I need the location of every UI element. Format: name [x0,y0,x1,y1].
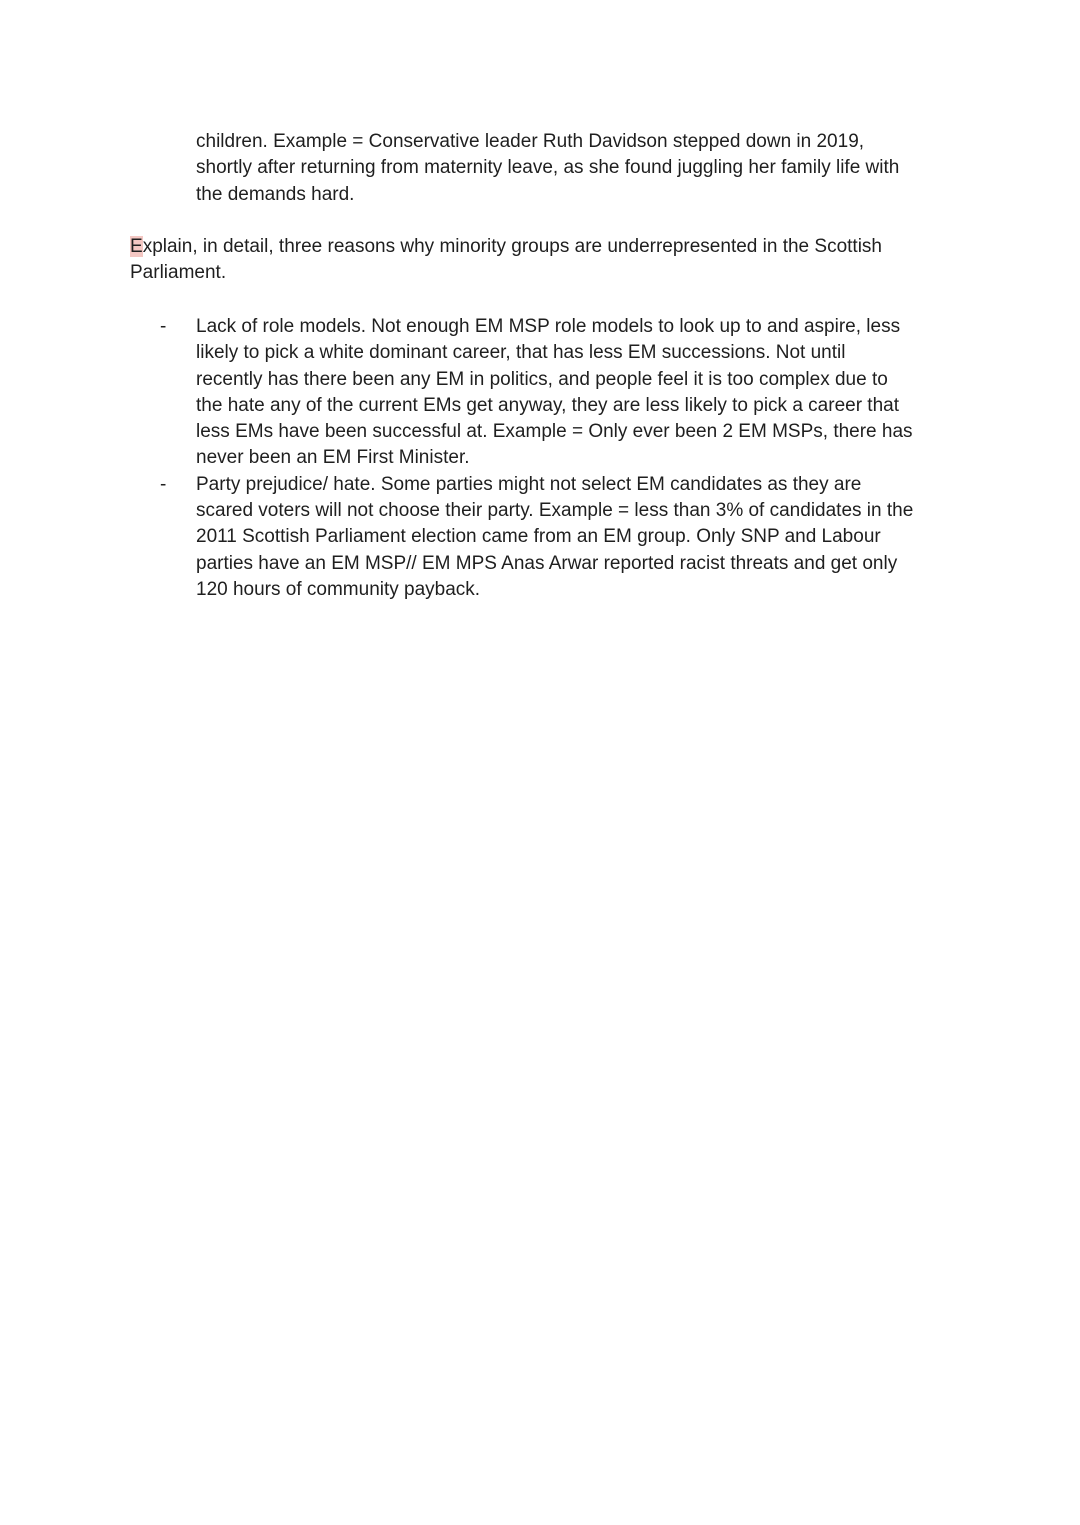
question-text: xplain, in detail, three reasons why minority groups are underrepresented in the Scottish Parliament. [130,236,882,284]
highlighted-first-letter: E [130,236,143,257]
list-item [160,472,980,603]
bullet-text: Party prejudice/ hate. Some parties might not select EM candidates as they are scared voters will not choose their party. Example = less than 3% of candidates in the 2011 Scottish Parliament election came from an EM group. Only SNP and Labour parties have an EM MSP// EM MPS Anas Arwar reported racist threats and get only 120 hours of community payback. [196,473,914,600]
list-item [160,314,980,472]
continued-paragraph: children. Example = Conservative leader Ruth Davidson stepped down in 2019, shortly after returning from maternity leave, as she found juggling her family life with the demands hard. [196,131,900,205]
question-heading [130,234,960,287]
bullet-dash: - [160,316,167,337]
answer-bullet-list [160,314,980,603]
bullet-text: Lack of role models. Not enough EM MSP role models to look up to and aspire, less likely to pick a white dominant career, that has less EM successions. Not until recently has there been any EM in politics, and people feel it is too complex due to the hate any of the current EMs get anyway, they are less likely to pick a career that less EMs have been successful at. Example = Only ever been 2 EM MSPs, there has never been an EM First Minister. [196,316,913,469]
bullet-dash: - [160,473,167,495]
